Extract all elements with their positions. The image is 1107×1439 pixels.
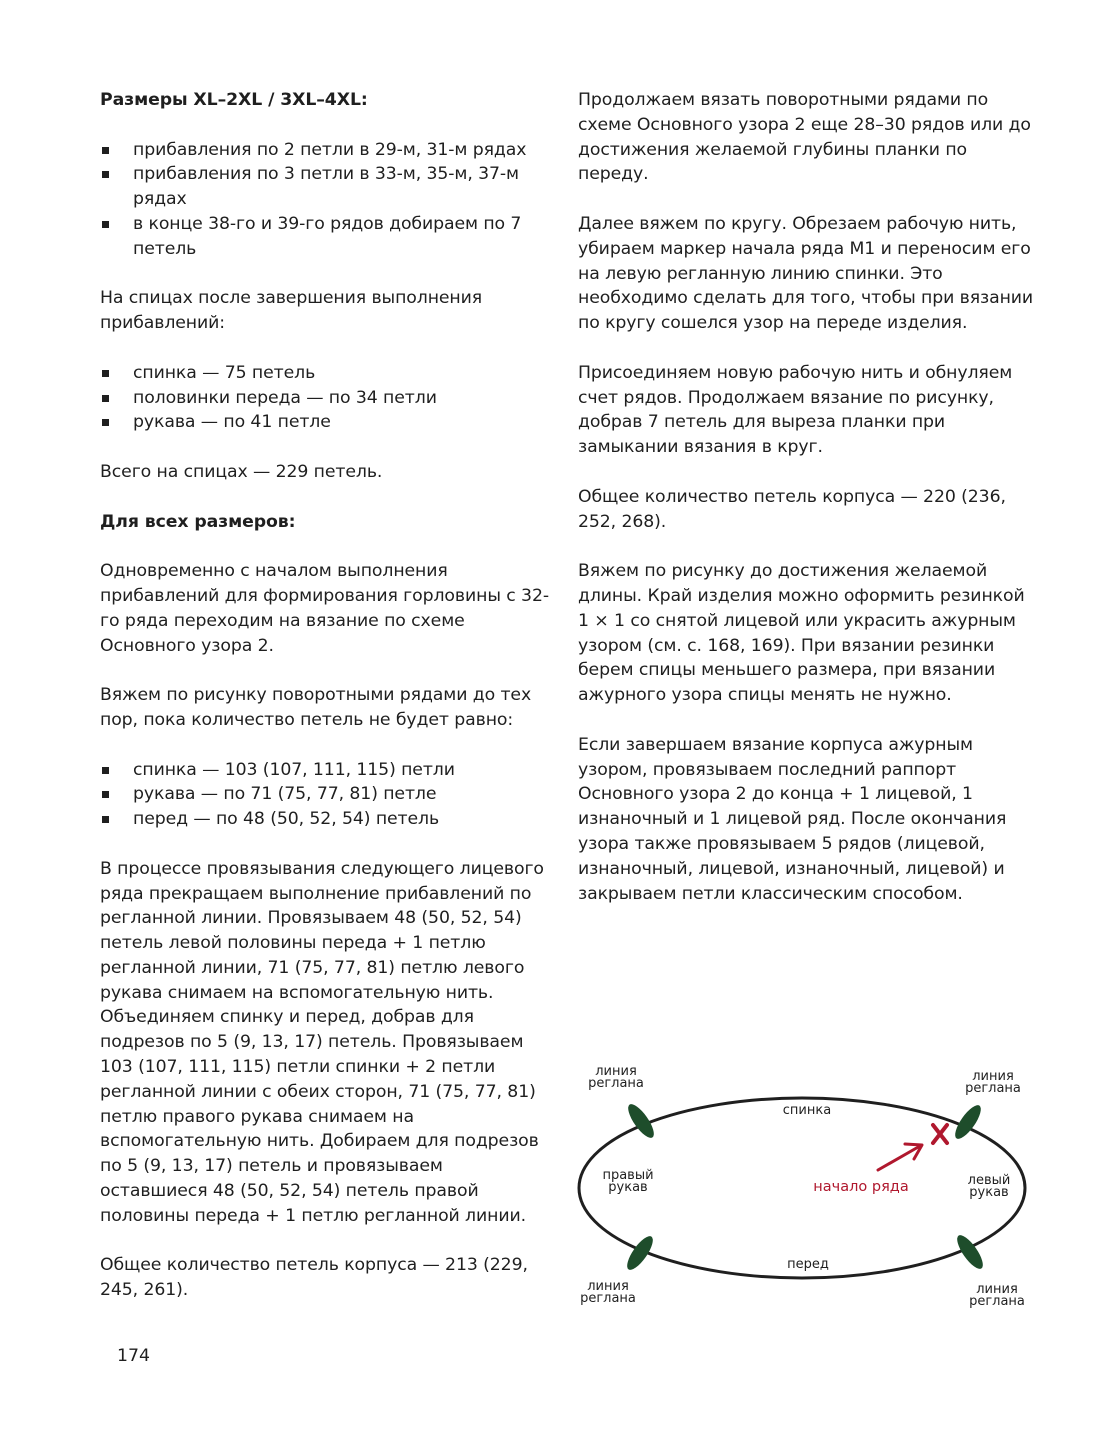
label-right-sleeve-2: рукав	[608, 1180, 648, 1195]
label-raglan-line-bl-2: реглана	[580, 1291, 636, 1306]
paragraph: Всего на спицах — 229 петель.	[100, 461, 383, 482]
paragraph: Вяжем по рисунку поворотными рядами до тех пор, пока количество петель не будет равно:	[100, 685, 532, 730]
raglan-mark-bottom-left	[623, 1233, 657, 1274]
paragraph: В процессе провязывания следующего лицевого ряда прекращаем выполнение прибавлений по регланной линии. Провязываем 48 (50, 52, 54) петель левой половины переда + 1 петлю регланной линии, 71 (75, 77, 81) петлю левого рукава снимаем на вспомогательную нить. Объединяем спинку и перед, добрав для подрезов по 5 (9, 13, 17) петель. Провязываем 103 (107, 111, 115) петли спинки + 2 петли регланной линии с обеих сторон, 71 (75, 77, 81) петлю правого рукава снимаем на вспомогательную нить. Добираем для подрезов по 5 (9, 13, 17) петель и провязываем оставшиеся 48 (50, 52, 54) петель правой половины переда + 1 петлю регланной линии.	[100, 858, 544, 1226]
heading-sizes-xl: Размеры XL–2XL / 3XL–4XL:	[100, 90, 368, 110]
paragraph: Общее количество петель корпуса — 220 (236, 252, 268).	[578, 486, 1006, 532]
list-item: спинка — 103 (107, 111, 115) петли	[100, 758, 550, 783]
list-item: прибавления по 2 петли в 29-м, 31-м рядах	[100, 138, 550, 163]
heading-all-sizes: Для всех размеров:	[100, 511, 296, 532]
paragraph: Если завершаем вязание корпуса ажурным узором, провязываем последний раппорт Основного узора 2 до конца + 1 лицевой, 1 изнаночный и 1 лицевой ряд. После окончания узора также провязываем 5 рядов (лицевой, изнаночный, лицевой, изнаночный, лицевой) и закрываем петли классическим способом.	[578, 734, 1007, 904]
label-right-sleeve-1: правый	[602, 1168, 654, 1183]
bullet-list-stitch-counts	[100, 361, 550, 435]
left-column	[100, 88, 550, 1328]
bullet-list-increases	[100, 138, 550, 262]
right-column	[578, 88, 1036, 931]
label-raglan-line-tr-2: реглана	[965, 1081, 1021, 1096]
label-row-start: начало ряда	[813, 1179, 909, 1195]
label-left-sleeve-1: левый	[967, 1173, 1011, 1188]
paragraph: Вяжем по рисунку до достижения желаемой длины. Край изделия можно оформить резинкой 1 × 1 со снятой лицевой или украсить ажурным узором (см. с. 168, 169). При вязании резинки берем спицы меньшего размера, при вязании ажурного узора спицы менять не нужно.	[578, 561, 1025, 706]
raglan-diagram	[570, 1055, 1040, 1315]
paragraph: Присоединяем новую рабочую нить и обнуляем счет рядов. Продолжаем вязание по рисунку, добрав 7 петель для выреза планки при замыкании вязания в круг.	[578, 362, 1013, 458]
bullet-list-target-counts	[100, 758, 550, 832]
paragraph: Одновременно с началом выполнения прибавлений для формирования горловины с 32-го ряда переходим на вязание по схеме Основного узора 2.	[100, 561, 549, 656]
label-raglan-line-br-2: реглана	[969, 1294, 1025, 1309]
label-raglan-line-bl-1: линия	[587, 1279, 629, 1294]
paragraph: Далее вяжем по кругу. Обрезаем рабочую нить, убираем маркер начала ряда M1 и переносим его на левую регланную линию спинки. Это необходимо сделать для того, чтобы при вязании по кругу сошелся узор на переде изделия.	[578, 213, 1034, 334]
label-raglan-line-tr-1: линия	[972, 1069, 1014, 1084]
page-number: 174	[117, 1346, 150, 1366]
list-item: перед — по 48 (50, 52, 54) петель	[100, 807, 550, 832]
paragraph: Продолжаем вязать поворотными рядами по схеме Основного узора 2 еще 28–30 рядов или до достижения желаемой глубины планки по переду.	[578, 90, 1031, 185]
label-raglan-line-tl-2: реглана	[588, 1076, 644, 1091]
list-item: рукава — по 41 петле	[100, 410, 550, 435]
label-raglan-line-br-1: линия	[976, 1282, 1018, 1297]
label-left-sleeve-2: рукав	[969, 1185, 1009, 1200]
list-item: половинки переда — по 34 петли	[100, 386, 550, 411]
label-raglan-line-tl-1: линия	[595, 1064, 637, 1079]
label-front: перед	[787, 1257, 829, 1272]
list-item: прибавления по 3 петли в 33-м, 35-м, 37-м рядах	[100, 162, 550, 212]
list-item: в конце 38-го и 39-го рядов добираем по 7 петель	[100, 212, 550, 262]
list-item: спинка — 75 петель	[100, 361, 550, 386]
paragraph: Общее количество петель корпуса — 213 (229, 245, 261).	[100, 1255, 528, 1301]
list-item: рукава — по 71 (75, 77, 81) петле	[100, 782, 550, 807]
paragraph: На спицах после завершения выполнения прибавлений:	[100, 288, 483, 334]
label-back: спинка	[782, 1103, 832, 1118]
